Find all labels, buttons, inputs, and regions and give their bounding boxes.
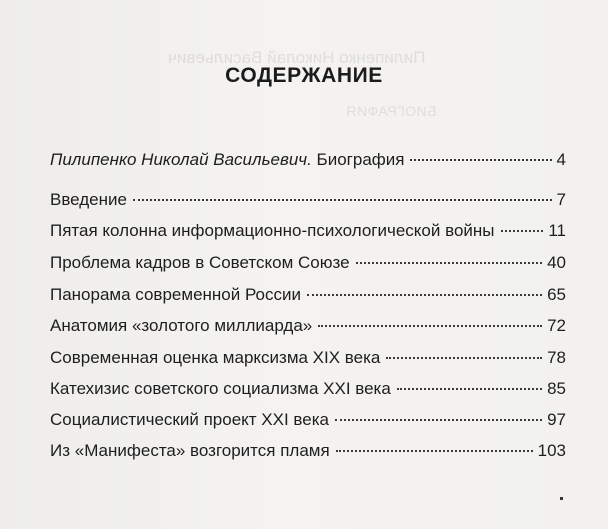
toc-entry-page: 103: [537, 441, 566, 460]
toc-entry: [50, 438, 566, 464]
dot-leader: [356, 262, 543, 264]
bleed-through-text-2: БИОГРАФИЯ: [346, 103, 437, 119]
page-title: СОДЕРЖАНИЕ: [225, 64, 383, 87]
print-mark: [560, 497, 563, 500]
dot-leader: [386, 357, 542, 359]
toc-entry-title: Из «Манифеста» возгорится пламя: [50, 441, 330, 460]
toc-entry-page: 72: [547, 316, 566, 335]
toc-entry: [50, 282, 566, 308]
dot-leader: [397, 388, 542, 390]
dot-leader: [501, 230, 544, 232]
toc-entry-page: 4: [556, 150, 566, 169]
toc-entry-page: 11: [548, 221, 566, 240]
dot-leader: [335, 419, 542, 421]
toc-entry-label: Биография: [311, 150, 405, 169]
toc-entry: [50, 147, 566, 173]
toc-entry: [50, 218, 566, 244]
toc-entry-title: Введение: [50, 190, 127, 209]
toc-entry-title: Катехизис советского социализма XXI века: [50, 379, 391, 398]
toc-entry: [50, 313, 566, 339]
toc-entry-title: Социалистический проект XXI века: [50, 410, 329, 429]
toc-entry: [50, 250, 566, 276]
toc-entry: [50, 376, 566, 402]
dot-leader: [410, 159, 551, 161]
toc-entry-title: [50, 147, 404, 173]
dot-leader: [307, 294, 542, 296]
toc-entry-title: Панорама современной России: [50, 285, 302, 304]
toc-entry: [50, 187, 566, 213]
dot-leader: [318, 325, 542, 327]
dot-leader: [133, 199, 552, 201]
toc-entry-page: 97: [547, 410, 566, 429]
toc-entry-title: Пятая колонна информационно-психологической войны: [50, 221, 495, 240]
toc-entry-page: 40: [547, 253, 566, 272]
toc-entry-title: Современная оценка марксизма XIX века: [50, 348, 381, 367]
toc-entry-title: Проблема кадров в Советском Союзе: [50, 253, 350, 272]
toc-entry: [50, 345, 566, 371]
bleed-through-text-1: Пилипенко Николай Васильевич: [168, 48, 426, 67]
toc-entry-page: 85: [547, 379, 566, 398]
toc-entry-page: 7: [556, 190, 566, 209]
toc-entry-page: 78: [547, 348, 566, 367]
toc-entry-title: Анатомия «золотого миллиарда»: [50, 316, 313, 335]
toc-entry-page: 65: [547, 285, 566, 304]
dot-leader: [336, 450, 533, 452]
toc-entry-author: Пилипенко Николай Васильевич.: [50, 150, 312, 169]
toc-entry: [50, 407, 566, 433]
